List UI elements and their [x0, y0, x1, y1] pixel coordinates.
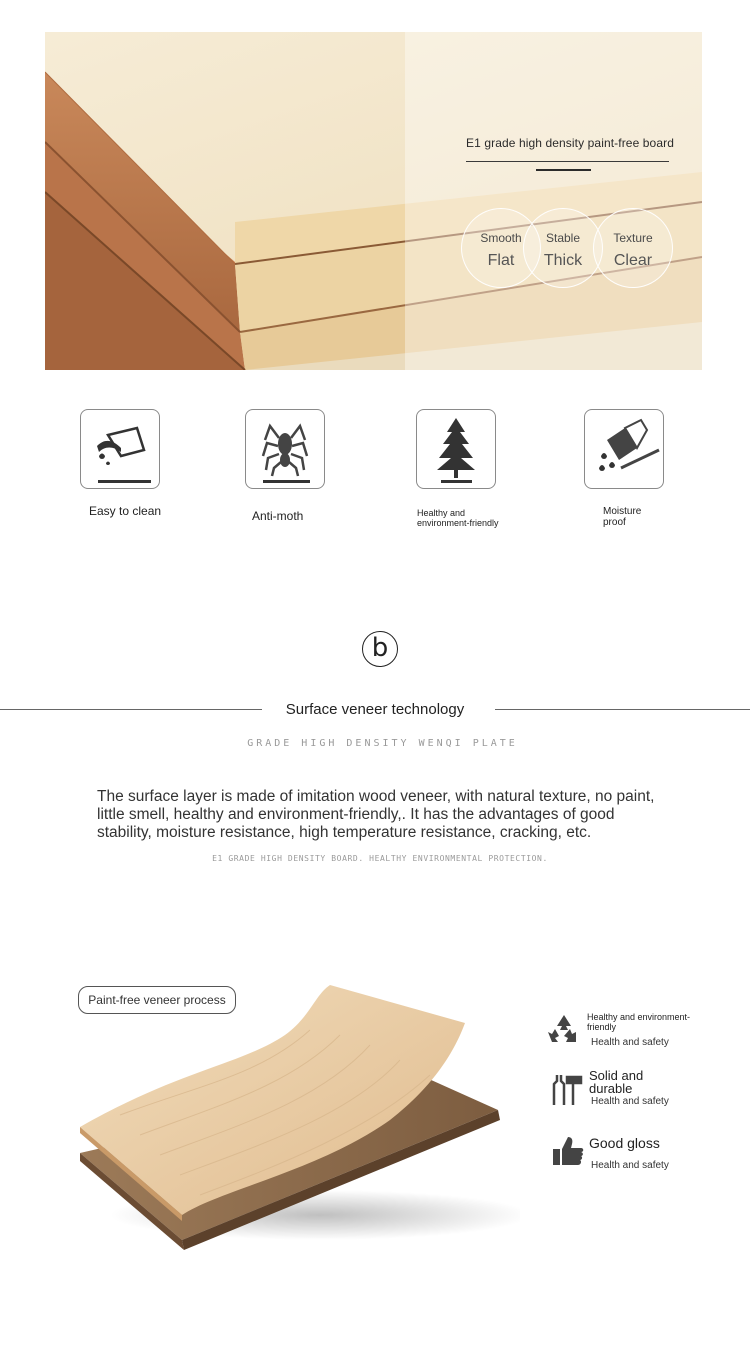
badge-label: Stable — [545, 231, 581, 245]
feature-anti-moth — [245, 409, 325, 489]
divider-accent — [536, 169, 591, 171]
section-subtitle: GRADE HIGH DENSITY WENQI PLATE — [247, 738, 518, 749]
paint-bucket-icon — [81, 410, 159, 488]
divider — [466, 161, 669, 162]
tools-icon — [549, 1071, 585, 1107]
process-item-subtitle: Health and safety — [591, 1096, 669, 1107]
section-title: Surface veneer technology — [285, 701, 465, 718]
process-item-subtitle: Health and safety — [591, 1037, 669, 1048]
section-fine-print: E1 GRADE HIGH DENSITY BOARD. HEALTHY ENVIRONMENTAL PROTECTION. — [212, 854, 548, 863]
divider-right — [495, 709, 750, 710]
feature-label: Anti-moth — [252, 509, 304, 523]
feature-label: Easy to clean — [89, 504, 162, 518]
feature-easy-clean — [80, 409, 160, 489]
section-description: The surface layer is made of imitation wood veneer, with natural texture, no paint, little smell, healthy and environment-friendly,. It has the advantages of good stability, moisture resistance, high temperature resistance, cracking, etc. — [97, 788, 655, 841]
divider-left — [0, 709, 262, 710]
badge-value: Flat — [487, 252, 515, 269]
thumbs-up-icon — [550, 1133, 586, 1169]
badge-value: Clear — [613, 252, 653, 269]
badge-stable — [523, 208, 603, 288]
process-item-title: Good gloss — [589, 1135, 660, 1151]
badge-value: Thick — [543, 252, 583, 269]
feature-label: Healthy and environment-friendly — [417, 508, 499, 528]
section-letter-badge: b — [362, 631, 398, 667]
feature-eco — [416, 409, 496, 489]
water-drop-icon — [585, 410, 663, 488]
tree-icon — [417, 410, 495, 488]
badge-label: Texture — [613, 231, 653, 245]
process-item-title: Solid and durable — [589, 1068, 644, 1096]
recycle-icon — [546, 1012, 582, 1048]
feature-moisture — [584, 409, 664, 489]
badge-label: Smooth — [480, 231, 522, 245]
veneer-board-image — [60, 975, 520, 1265]
spider-icon — [246, 410, 324, 488]
process-item-subtitle: Health and safety — [591, 1160, 669, 1171]
hero-title: E1 grade high density paint-free board — [466, 136, 674, 150]
process-pill: Paint-free veneer process — [78, 986, 236, 1014]
badge-texture — [593, 208, 673, 288]
process-item-title: Healthy and environment-friendly — [587, 1012, 691, 1032]
hero-banner — [45, 32, 702, 370]
feature-label: Moisture proof — [603, 506, 642, 528]
hero-overlay — [405, 32, 702, 370]
